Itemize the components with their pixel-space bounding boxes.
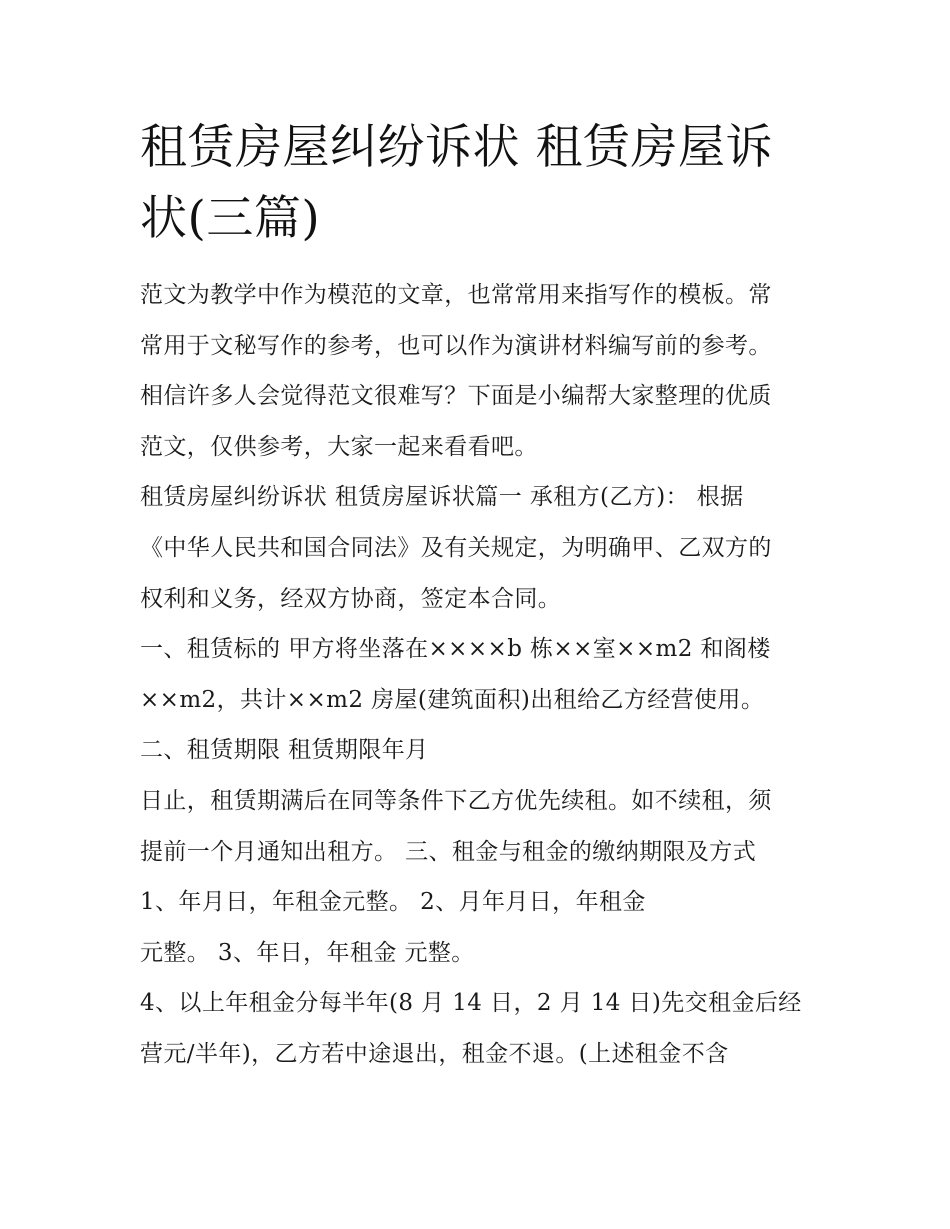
body-line: 相信许多人会觉得范文很难写？下面是小编帮大家整理的优质 <box>140 383 772 410</box>
body-line: 范文为教学中作为模范的文章，也常常用来指写作的模板。常 <box>140 282 772 308</box>
title-line: 状(三篇) <box>140 191 321 246</box>
title-line: 租赁房屋纠纷诉状 租赁房屋诉 <box>140 120 773 175</box>
body-line: 权利和义务，经双方协商，签定本合同。 <box>140 585 562 612</box>
body-line: 《中华人民共和国合同法》及有关规定，为明确甲、乙双方的 <box>140 534 772 561</box>
body-line: ××m2，共计××m2 房屋(建筑面积)出租给乙方经营使用。 <box>140 686 765 713</box>
document-body <box>140 270 820 1080</box>
body-line: 日止，租赁期满后在同等条件下乙方优先续租。如不续租，须 <box>140 787 772 814</box>
document-title <box>140 112 820 254</box>
body-line: 元整。 3、年日，年租金 元整。 <box>140 939 475 966</box>
body-line: 租赁房屋纠纷诉状 租赁房屋诉状篇一 承租方(乙方)： 根据 <box>140 484 744 511</box>
body-line: 一、租赁标的 甲方将坐落在××××b 栋××室××m2 和阁楼 <box>140 636 771 663</box>
body-line: 1、年月日，年租金元整。 2、月年月日，年租金 <box>140 889 646 916</box>
body-line: 范文，仅供参考，大家一起来看看吧。 <box>140 433 538 460</box>
body-line: 营元/半年)，乙方若中途退出，租金不退。(上述租金不含 <box>140 1040 729 1067</box>
body-line: 常用于文秘写作的参考，也可以作为演讲材料编写前的参考。 <box>140 332 772 359</box>
document-content <box>140 112 820 1080</box>
body-line: 提前一个月通知出租方。 三、租金与租金的缴纳期限及方式 <box>140 838 757 865</box>
body-line: 二、租赁期限 租赁期限年月 <box>140 737 429 764</box>
body-line: 4、以上年租金分每半年(8 月 14 日，2 月 14 日)先交租金后经 <box>140 990 802 1017</box>
